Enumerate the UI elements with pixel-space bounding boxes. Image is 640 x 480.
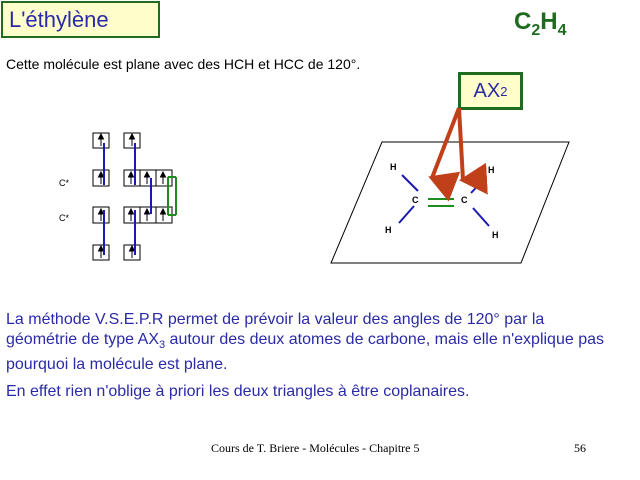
orbital-box (140, 207, 156, 223)
carbon-label: C (461, 195, 468, 205)
atom-label-c1: C* (59, 178, 70, 188)
hydrogen-label: H (390, 162, 397, 172)
molecular-formula: $C_2H_4$ (514, 8, 567, 39)
page-number: 56 (574, 441, 586, 455)
ax2-arrows (432, 108, 463, 180)
hydrogen-label: H (385, 225, 392, 235)
hydrogen-label: H (488, 165, 495, 175)
explanation-text-2: En effet rien n'oblige à priori les deux triangles à être coplanaires. (6, 383, 470, 400)
ax2-label-box: AX 2 (458, 72, 523, 110)
electron-arrows (99, 134, 166, 258)
sigma-bond-lines (104, 143, 151, 255)
slide-title: L'éthylène (9, 6, 109, 32)
orbital-diagram (59, 133, 176, 260)
hydrogen-label: H (492, 230, 499, 240)
footer-text: Cours de T. Briere - Molécules - Chapitre 5 (211, 441, 420, 455)
orbital-box (124, 170, 140, 186)
molecule-plane (331, 142, 569, 263)
orbital-box (140, 170, 156, 186)
atom-label-c2: C* (59, 213, 70, 223)
orbital-box (124, 207, 140, 223)
carbon-label: C (412, 195, 419, 205)
cc-double-bond (428, 199, 454, 206)
intro-text: Cette molécule est plane avec des HCH et HCC de 120°. (6, 56, 361, 72)
explanation-text: La méthode V.S.E.P.R permet de prévoir la valeur des angles de 120° par la géométrie de type $AX_3$ autour des deux atomes de carbone, mais elle n'explique pas pourquoi la molécule est plane. (6, 311, 604, 374)
